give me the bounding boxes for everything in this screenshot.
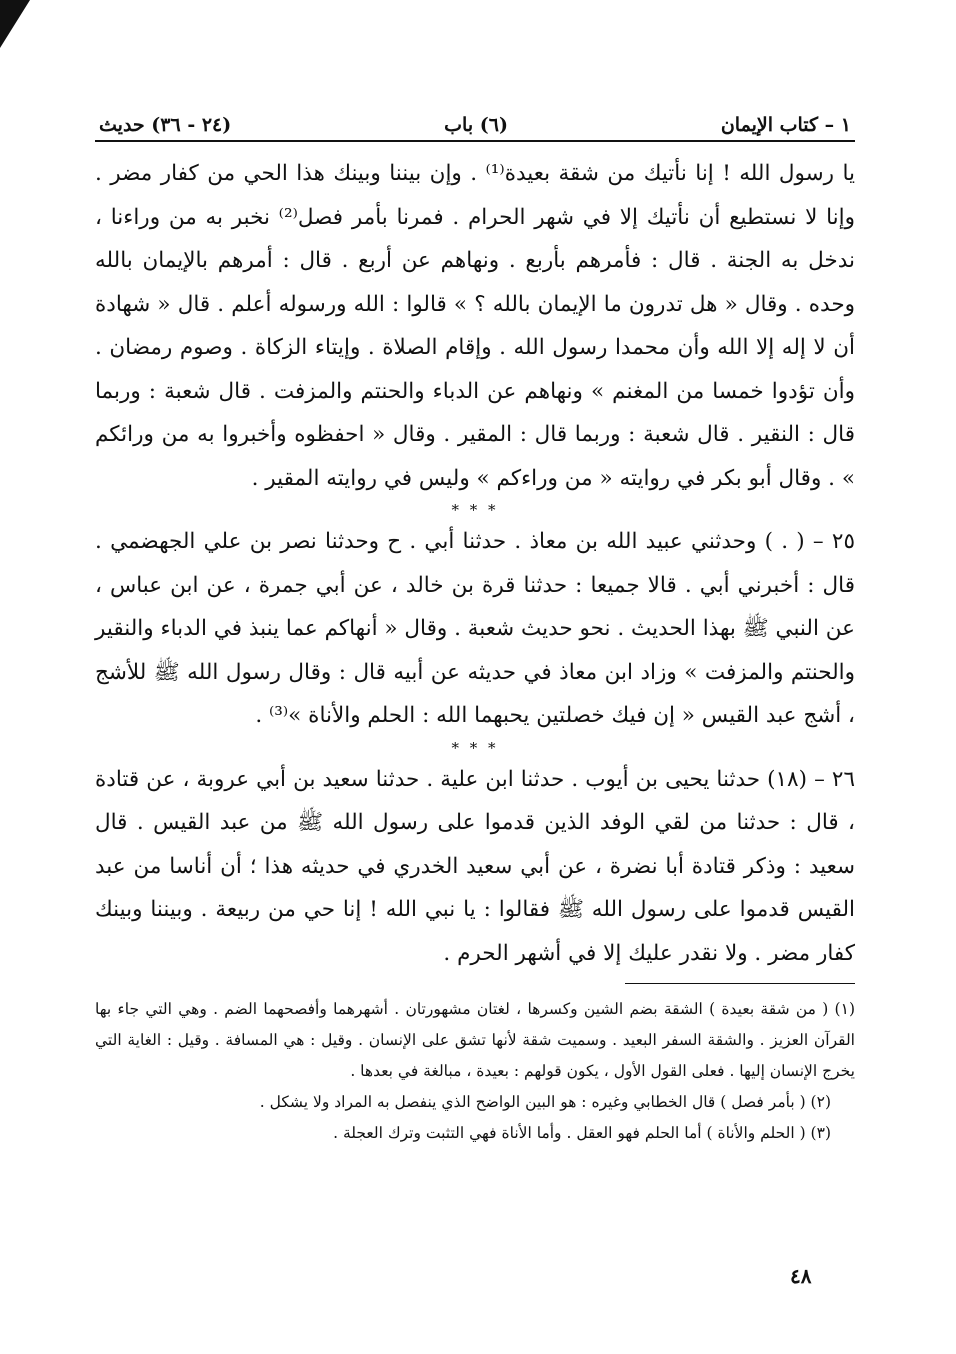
footnotes (95, 994, 855, 1149)
footnote-divider (625, 983, 855, 984)
footnote-3: (٣) ( الحلم والأناة ) أما الحلم فهو العقل . وأما الأناة فهي التثبت وترك العجلة . (333, 1124, 831, 1142)
hadith-range: (٢٤ - ٣٦) حديث (99, 114, 232, 136)
running-header (95, 100, 855, 142)
paragraph-hadith-25: ٢٥ – ( . ) وحدثني عبيد الله بن معاذ . حدثنا أبي . ح وحدثنا نصر بن علي الجهضمي . قال : أخبرني أبي . قالا جميعا : حدثنا قرة بن خالد ، عن أبي جمرة ، عن ابن عباس ، عن النبي ﷺ بهذا الحديث . نحو حديث شعبة . وقال « أنهاكم عما ينبذ في الدباء والنقير والحنتم والمزفت » وزاد ابن معاذ في حديثه عن أبيه قال : وقال رسول الله ﷺ للأشج ، أشج عبد القيس « إن فيك خصلتين يحبهما الله : الحلم والأناة »⁽³⁾ . (95, 529, 855, 728)
section-separator: * * * (451, 501, 499, 519)
footnote-2: (٢) ( بأمر فصل ) قال الخطابي وغيره : هو البين الواضح الذي ينفصل به المراد ولا يشكل . (259, 1093, 831, 1111)
paragraph-hadith-24-cont: يا رسول الله ! إنا نأتيك من شقة بعيدة⁽¹⁾ . وإن بيننا وبينك هذا الحي من كفار مضر . وإنا لا نستطيع أن نأتيك إلا في شهر الحرام . فمرنا بأمر فصل⁽²⁾ نخبر به من وراءنا ، ندخل به الجنة . قال : فأمرهم بأربع . ونهاهم عن أربع . قال : أمرهم بالإيمان بالله وحده . وقال « هل تدرون ما الإيمان بالله ؟ » قالوا : الله ورسوله أعلم . قال « شهادة أن لا إله إلا الله وأن محمدا رسول الله . وإقام الصلاة . وإيتاء الزكاة . وصوم رمضان . وأن تؤدوا خمسا من المغنم » ونهاهم عن الدباء والحنتم والمزفت . قال شعبة : وربما قال : النقير . قال شعبة : وربما قال : المقير . وقال « احفظوه وأخبروا به من ورائكم » . وقال أبو بكر في روايته « من وراءكم » وليس في روايته المقير . (95, 161, 855, 491)
paragraph-hadith-26: ٢٦ – (١٨) حدثنا يحيى بن أيوب . حدثنا ابن علية . حدثنا سعيد بن أبي عروبة ، عن قتادة ، قال : حدثنا من لقي الوفد الذين قدموا على رسول الله ﷺ من عبد القيس . قال سعيد : وذكر قتادة أبا نضرة ، عن أبي سعيد الخدري في حديثه هذا ؛ أن أناسا من عبد القيس قدموا على رسول الله ﷺ فقالوا : يا نبي الله ! إنا حي من ربيعة . وبيننا وبينك كفار مضر . ولا نقدر عليك إلا في أشهر الحرم . (95, 766, 855, 966)
footnote-1: (١) ( من شقة بعيدة ) الشقة بضم الشين وكسرها ، لغتان مشهورتان . أشهرهما وأفصحهما الضم . وهي التي جاء بها القرآن العزيز . والشقة السفر البعيد . وسميت شقة لأنها تشق على الإنسان . وقيل : هي المسافة . وقيل : الغاية التي يخرج الإنسان إليها . فعلى القول الأول ، يكون قولهم : بعيدة ، مبالغة في بعدها . (95, 1000, 855, 1080)
page-number: ٤٨ (790, 1264, 812, 1288)
main-text (95, 152, 855, 975)
book-title: ١ – كتاب الإيمان (720, 114, 851, 136)
book-page (95, 100, 855, 1149)
section-separator: * * * (451, 738, 499, 757)
bab-number: (٦) باب (444, 114, 508, 136)
scan-corner-mark (0, 0, 30, 48)
